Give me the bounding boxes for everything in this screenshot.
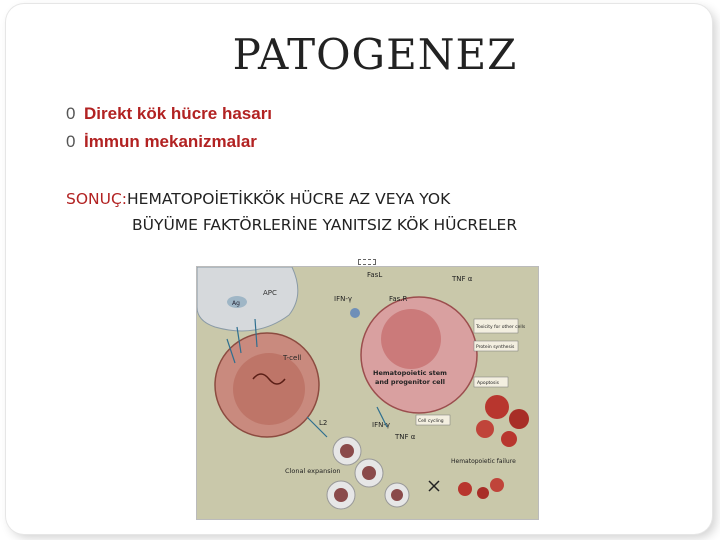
lymphocyte-nucleus bbox=[334, 488, 348, 502]
progenitor-label: and progenitor cell bbox=[375, 378, 445, 386]
cell-cycling-label: Cell cycling bbox=[418, 419, 444, 424]
clonal-label: Clonal expansion bbox=[285, 467, 341, 475]
rbc-cell bbox=[509, 409, 529, 429]
rbc-cell bbox=[458, 482, 472, 496]
list-item bbox=[66, 128, 272, 156]
lymphocyte-nucleus bbox=[340, 444, 354, 458]
t-cell-label: T-cell bbox=[283, 354, 302, 362]
toxicity-label: Toxicity for other cells bbox=[476, 325, 526, 330]
bullet-immune-mechanisms: İmmun mekanizmalar bbox=[84, 132, 257, 151]
fasr-label: Fas.R bbox=[389, 295, 408, 303]
pathogenesis-figure bbox=[196, 266, 539, 520]
fasl-label: FasL bbox=[367, 271, 383, 279]
tnf-top-label: TNF α bbox=[452, 275, 473, 283]
rbc-cell bbox=[476, 420, 494, 438]
rbc-cell bbox=[485, 395, 509, 419]
apoptosis-label: Apoptosis bbox=[477, 381, 500, 386]
bullet-marker: 0 bbox=[66, 132, 76, 151]
ifn-top-label: IFN-γ bbox=[334, 295, 352, 303]
list-item bbox=[66, 100, 272, 128]
lymphocyte-nucleus bbox=[362, 466, 376, 480]
stem-cell-nucleus bbox=[381, 309, 441, 369]
ifn-mid-label: IFN-γ bbox=[372, 421, 390, 429]
conclusion-block bbox=[66, 190, 686, 234]
stem-cell-label: Hematopoietic stem bbox=[373, 369, 447, 377]
tnf-mid-label: TNF α bbox=[395, 433, 416, 441]
failure-label: Hematopoietic failure bbox=[451, 458, 516, 465]
conclusion-label: SONUÇ: bbox=[66, 190, 128, 208]
rbc-cell bbox=[501, 431, 517, 447]
lymphocyte-nucleus bbox=[391, 489, 403, 501]
bullet-direct-stem-cell-damage: Direkt kök hücre hasarı bbox=[84, 104, 273, 123]
page-title: PATOGENEZ bbox=[232, 30, 518, 79]
ifn-molecule-icon bbox=[350, 308, 360, 318]
bullet-marker: 0 bbox=[66, 104, 76, 123]
protein-label: Protein synthesis bbox=[476, 345, 515, 350]
rbc-cell bbox=[490, 478, 504, 492]
figure-anchor-mark bbox=[358, 259, 376, 265]
l2-label: L2 bbox=[319, 419, 328, 427]
rbc-cell bbox=[477, 487, 489, 499]
conclusion-line-1: HEMATOPOİETİKKÖK HÜCRE AZ VEYA YOK bbox=[127, 190, 451, 208]
pathogenesis-diagram bbox=[197, 267, 538, 519]
t-cell-nucleus bbox=[233, 353, 305, 425]
bullet-list bbox=[66, 100, 272, 156]
conclusion-line-2: BÜYÜME FAKTÖRLERİNE YANITSIZ KÖK HÜCRELER bbox=[132, 216, 518, 234]
apc-label: APC bbox=[263, 289, 277, 297]
antigen-label: Ag bbox=[232, 300, 240, 307]
